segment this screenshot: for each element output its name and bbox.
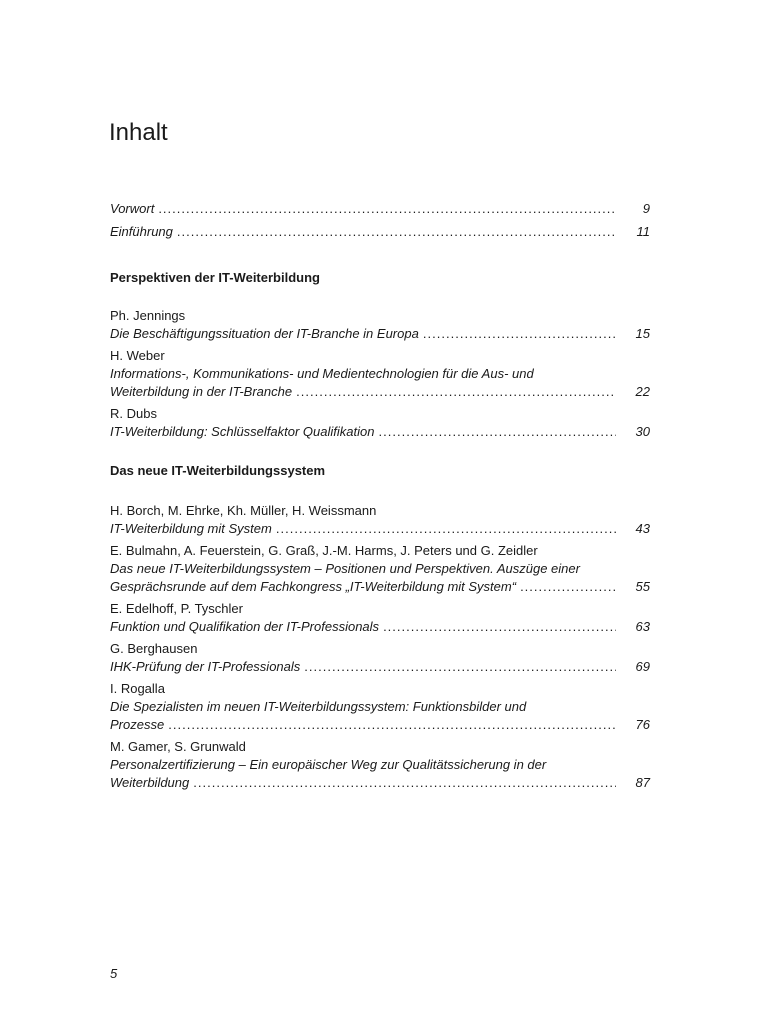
leader-dots: [304, 658, 616, 676]
page-number: 9: [642, 201, 650, 216]
toc-entry[interactable]: [110, 405, 650, 441]
entry-title: Gesprächsrunde auf dem Fachkongress „IT-Weiterbildung mit System“: [110, 579, 517, 594]
entry-author: M. Gamer, S. Grunwald: [110, 739, 246, 754]
entry-author: I. Rogalla: [110, 681, 165, 696]
entry-author: Ph. Jennings: [110, 308, 186, 323]
page-number: 55: [635, 579, 650, 594]
leader-dots: [276, 520, 616, 538]
entry-title: IT-Weiterbildung mit System: [110, 521, 272, 536]
entry-title: IHK-Prüfung der IT-Professionals: [110, 659, 301, 674]
section-heading: Perspektiven der IT-Weiterbildung: [110, 270, 320, 285]
toc-entry[interactable]: [110, 307, 650, 343]
entry-title-line: Informations-, Kommunikations- und Medientechnologien für die Aus- und: [110, 366, 534, 381]
page-number: 87: [635, 775, 650, 790]
leader-dots: [193, 774, 616, 792]
entry-title: Die Beschäftigungssituation der IT-Branche in Europa: [110, 326, 419, 341]
entry-title-line: Das neue IT-Weiterbildungssystem – Positionen und Perspektiven. Auszüge einer: [110, 561, 580, 576]
entry-title: Einführung: [110, 224, 173, 239]
page-number: 15: [635, 326, 650, 341]
entry-author: E. Edelhoff, P. Tyschler: [110, 601, 243, 616]
toc-entry-vorwort[interactable]: [110, 200, 650, 218]
toc-section-1: [110, 307, 650, 445]
toc-entry[interactable]: [110, 640, 650, 676]
entry-author: E. Bulmahn, A. Feuerstein, G. Graß, J.-M. Harms, J. Peters und G. Zeidler: [110, 543, 538, 558]
entry-title-line: Die Spezialisten im neuen IT-Weiterbildungssystem: Funktionsbilder und: [110, 699, 527, 714]
toc-entry[interactable]: [110, 600, 650, 636]
toc-section-2: [110, 502, 650, 796]
toc-entry[interactable]: [110, 738, 650, 792]
leader-dots: [383, 618, 616, 636]
leader-dots: [177, 223, 616, 241]
entry-title: IT-Weiterbildung: Schlüsselfaktor Qualifikation: [110, 424, 375, 439]
page-number: 30: [635, 424, 650, 439]
entry-title: Funktion und Qualifikation der IT-Professionals: [110, 619, 380, 634]
leader-dots: [378, 423, 616, 441]
entry-author: G. Berghausen: [110, 641, 198, 656]
page-number: 22: [635, 384, 650, 399]
folio-page-number: 5: [110, 966, 118, 981]
entry-title: Weiterbildung: [110, 775, 190, 790]
toc-entry[interactable]: [110, 680, 650, 734]
page-number: 63: [635, 619, 650, 634]
page-title: Inhalt: [109, 119, 168, 146]
entry-title: Weiterbildung in der IT-Branche: [110, 384, 293, 399]
page-number: 43: [635, 521, 650, 536]
leader-dots: [520, 578, 616, 596]
leader-dots: [423, 325, 616, 343]
entry-title-line: Personalzertifizierung – Ein europäischer Weg zur Qualitätssicherung in der: [110, 757, 547, 772]
entry-author: R. Dubs: [110, 406, 157, 421]
page-number: 69: [635, 659, 650, 674]
toc-entry[interactable]: [110, 502, 650, 538]
leader-dots: [158, 200, 616, 218]
toc-intro: [110, 200, 650, 241]
toc-entry[interactable]: [110, 347, 650, 401]
page-number: 76: [635, 717, 650, 732]
entry-author: H. Borch, M. Ehrke, Kh. Müller, H. Weissmann: [110, 503, 377, 518]
toc-entry[interactable]: [110, 542, 650, 596]
entry-author: H. Weber: [110, 348, 165, 363]
leader-dots: [296, 383, 616, 401]
section-heading: Das neue IT-Weiterbildungssystem: [110, 463, 326, 478]
entry-title: Prozesse: [110, 717, 165, 732]
leader-dots: [168, 716, 616, 734]
entry-title: Vorwort: [110, 201, 155, 216]
page-number: 11: [636, 224, 650, 239]
toc-entry-einfuehrung[interactable]: [110, 223, 650, 241]
